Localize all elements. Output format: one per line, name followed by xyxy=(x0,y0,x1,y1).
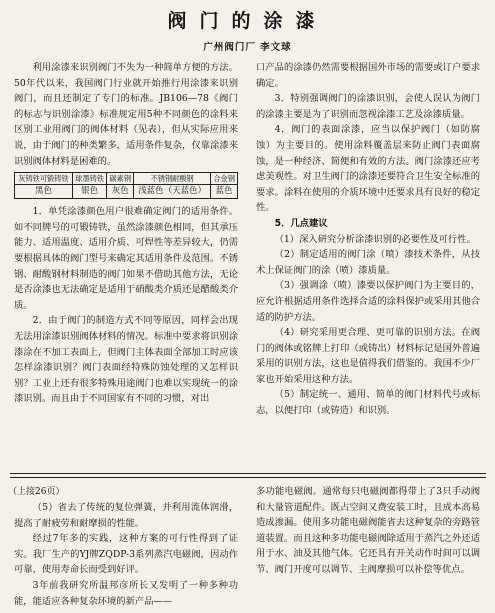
section-divider xyxy=(10,473,486,474)
table-value-row xyxy=(15,185,238,199)
section-divider-thin xyxy=(10,477,486,478)
table-value-cell: 银色 xyxy=(72,185,107,199)
paragraph-intro: 利用涂漆来识别阀门不失为一种简单方便的方法。50年代以来，我国阀门行业就开始推行用涂漆来识别阀门，而且还制定了专门的标准。JB106—78《阀门的标志与识别涂漆》标准规定用5种不同颜色的涂料来区别工业用阀门的阀体材料（见表），但从实际应用来说，由于阀门的种类繁多，适用条件复杂，仅靠涂漆来识别阀体材料是困难的。 xyxy=(14,62,238,167)
left-column xyxy=(14,60,238,407)
table-value-cell: 浅蓝色（天蓝色） xyxy=(134,185,211,199)
table-value-cell: 蓝色 xyxy=(211,185,238,199)
bottom-right-column xyxy=(256,484,480,578)
article-title: 阀门的涂漆 xyxy=(167,10,328,32)
table-header-row xyxy=(15,173,238,185)
paragraph-point-2: 2．由于阀门的制造方式不同等原因，同样会出现无法用涂漆识别阀体材料的情况。标准中要求将识别涂漆涂在不加工表面上，但阀门主体表面全部加工时应该怎样涂漆识别？阀门表面经特殊防蚀处理的又怎样识别？工业上还有很多特殊用途阀门也难以实现统一的涂漆识别。而且由于不同国家有不同的习惯，对出 xyxy=(14,315,238,405)
table-header-cell: 合金钢 xyxy=(211,173,238,185)
bottom-paragraph: 经过7年多的实践，这种方案的可行性得到了证实。我厂生产的YJ牌ZQDP-3系列蒸汽电磁阀，因动作可靠，使用寿命长而受到好评。 xyxy=(14,533,238,576)
continuation-note: （上接26页） xyxy=(8,487,65,497)
table-header-cell: 灰铸铁可锻铸铁 xyxy=(15,173,73,185)
color-code-table xyxy=(14,172,238,199)
suggestion-5: （5）制定统一、通用、简单的阀门材料代号或标志，以便打印（或铸造）和识别。 xyxy=(256,389,480,417)
table-header-cell: 球墨铸铁 xyxy=(72,173,107,185)
bottom-paragraph: （5）省去了传统的复位弹簧，并利用流体润滑，提高了耐疲劳和耐摩损的性能。 xyxy=(14,502,238,529)
bottom-paragraph: 多功能电磁阀。通常每只电磁阀都得带上了3只手动阀和大量管道配件。既占空间又费安装工时，且成本高易造成渗漏。使用多功能电磁阀能省去这种复杂的旁路管道装置。而且这种多功能电磁阀除适用于蒸汽之外还适用于水、油及其他气体。它还具有开关动作时间可以调节、阀门开度可以调节、主阀摩损可以补偿等优点。 xyxy=(256,486,480,575)
section-heading: 5．几点建议 xyxy=(274,217,328,229)
bottom-left-column xyxy=(14,500,238,609)
paragraph-point-3: 3．特别强调阀门的涂漆识别，会使人误认为阀门的涂漆主要是为了识别而忽视涂漆工艺及涂漆质量。 xyxy=(256,93,480,120)
paragraph-point-1: 1．单凭涂漆颜色用户很难确定阀门的适用条件。如不同牌号的可锻铸铁，虽然涂漆颜色相同，但其承压能力、适用温度、适用介质、可焊性等差异较大，仍需要根据具体的阀门型号来确定其适用条件及范围。不锈钢、耐酸钢材料制造的阀门如果不借助其他方法，无论是否涂漆也无法确定是适用于硝酸类介质还是醋酸类介质。 xyxy=(14,206,238,311)
paragraph-continued: 口产品的涂漆仍然需要根据国外市场的需要或订户要求确定。 xyxy=(256,62,480,89)
bottom-paragraph: 3年前我研究所温邦彦所长又发明了一种多种功能，能适应各种复杂环境的新产品—— xyxy=(14,579,238,607)
suggestion-4: （4）研究采用更合理、更可靠的识别方法。在阀门的阀体或铭牌上打印（或铸出）材料标记是国外普遍采用的识别方法，这也是值得我们借鉴的。我国不少厂家也开始采用这种方法。 xyxy=(256,327,480,385)
table-value-cell: 黑色 xyxy=(15,185,73,199)
paragraph-point-4: 4．阀门的表面涂漆，应当以保护阀门（如防腐蚀）为主要目的。使用涂料覆盖层来防止阀门表面腐蚀，是一种经济、简便和有效的方法。阀门涂漆还应考虑美观性。对卫生阀门的涂漆还要符合卫生安全标准的要求。涂料在使用的介质环境中还要求具有良好的稳定性。 xyxy=(256,124,480,214)
table-header-cell: 碳素钢 xyxy=(107,173,134,185)
right-column xyxy=(256,60,480,419)
suggestion-2: （2）制定适用的阀门涂（喷）漆技术条件，从技术上保证阀门的涂（喷）漆质量。 xyxy=(256,249,480,276)
suggestion-3: （3）强调涂（喷）漆要以保护阀门为主要目的，应允许根据适用条件选择合适的涂料保护或采用其他合适的防护方法。 xyxy=(256,280,480,323)
table-header-cell: 不锈钢耐酸钢 xyxy=(134,173,211,185)
table-value-cell: 灰色 xyxy=(107,185,134,199)
suggestion-1: （1）深入研究分析涂漆识别的必要性及可行性。 xyxy=(274,233,476,245)
article-byline: 广州阀门厂 李文球 xyxy=(203,42,292,53)
